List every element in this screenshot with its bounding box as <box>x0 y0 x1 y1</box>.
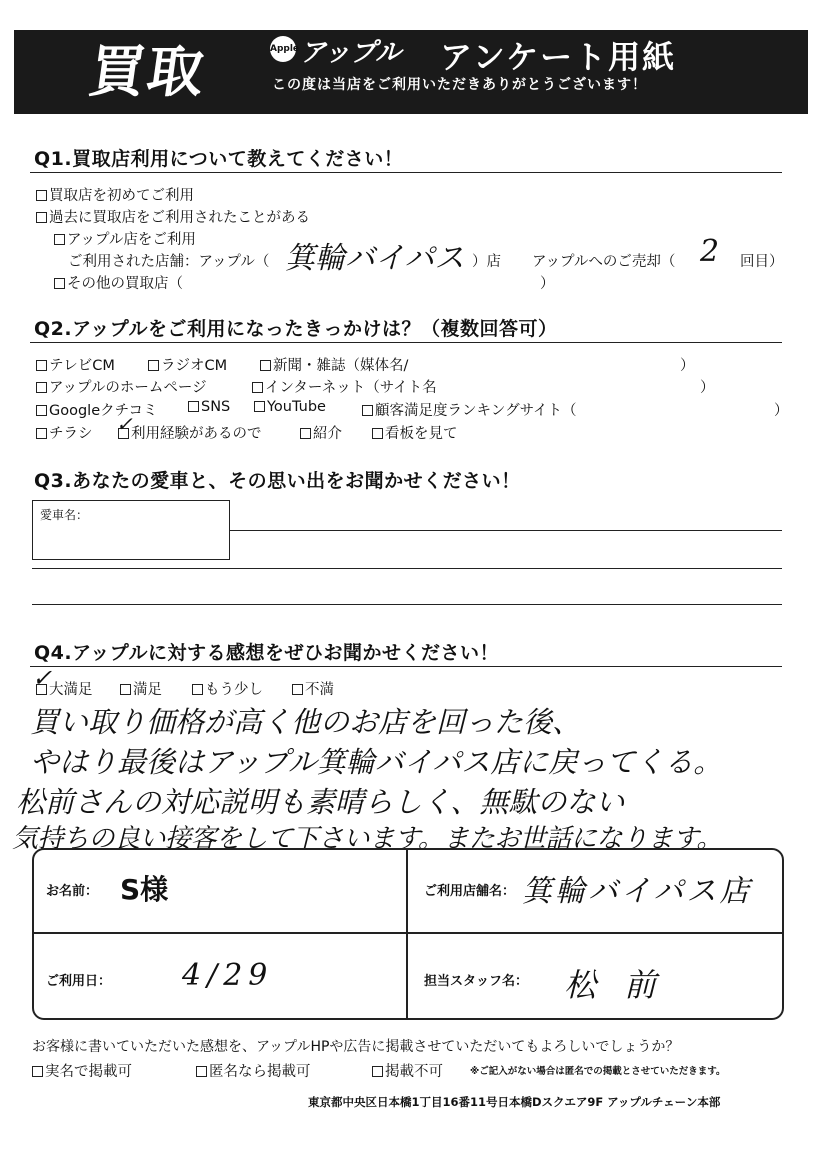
checkbox[interactable] <box>196 1066 207 1077</box>
consent-note: ※ご記入がない場合は匿名での掲載とさせていただきます。 <box>470 1066 726 1077</box>
brand-logo: アップル <box>300 38 402 68</box>
checkbox[interactable] <box>362 405 373 416</box>
q3-line-2 <box>32 568 782 569</box>
q1-store-used-suffix: ）店 <box>472 254 501 270</box>
checkbox[interactable] <box>188 401 199 412</box>
checkbox[interactable] <box>54 234 65 245</box>
q2-option-flyer[interactable]: チラシ <box>36 422 93 443</box>
q2-option-experience[interactable]: 利用経験があるので <box>118 422 262 443</box>
checkbox[interactable] <box>300 428 311 439</box>
checkbox[interactable] <box>260 360 271 371</box>
q1-option-apple[interactable]: アップル店をご利用 <box>54 228 196 249</box>
q2-option-ranking[interactable]: 顧客満足度ランキングサイト（ <box>362 399 577 420</box>
q1-store-used: ご利用された店舗：アップル（ <box>68 254 270 270</box>
consent-option-decline[interactable]: 掲載不可 <box>372 1060 443 1081</box>
q2-option-newspaper[interactable]: 新聞・雑誌（媒体名/ <box>260 354 408 375</box>
checkbox[interactable] <box>32 1066 43 1077</box>
store-name-value[interactable]: 箕輪バイパス店 <box>522 874 753 909</box>
q2-option-referral[interactable]: 紹介 <box>300 422 342 443</box>
q4-rating-unsatisfied[interactable]: 不満 <box>292 678 334 699</box>
name-value[interactable]: S様 <box>120 873 169 906</box>
q4-rating-not-quite[interactable]: もう少し <box>192 678 263 699</box>
name-label: お名前： <box>46 884 99 899</box>
checkbox[interactable] <box>54 278 65 289</box>
checkbox[interactable] <box>36 190 47 201</box>
comment-line-1[interactable]: 買い取り価格が高く他のお店を回った後、 <box>30 705 582 739</box>
q4-title: Q4.アップルに対する感想をぜひお聞かせください！ <box>34 642 500 664</box>
comment-line-4[interactable]: 気持ちの良い接客をして下さいます。またお世話になります。 <box>12 824 722 854</box>
consent-option-realname[interactable]: 実名で掲載可 <box>32 1060 132 1081</box>
checkbox[interactable] <box>36 382 47 393</box>
checkbox[interactable] <box>252 382 263 393</box>
checkbox[interactable] <box>36 212 47 223</box>
date-label: ご利用日： <box>46 974 112 989</box>
checkbox[interactable] <box>372 428 383 439</box>
consent-option-anonymous[interactable]: 匿名なら掲載可 <box>196 1060 311 1081</box>
q2-option-youtube[interactable]: YouTube <box>254 399 326 415</box>
q2-check-mark-icon: ✓ <box>116 412 133 436</box>
q1-option-past[interactable]: 過去に買取店をご利用されたことがある <box>36 206 310 227</box>
q1-sell-count-value[interactable]: 2 <box>700 234 720 269</box>
thanks-message: この度は当店をご利用いただきありがとうございます！ <box>272 77 647 93</box>
q4-divider <box>30 666 782 667</box>
q2-row1-close: ） <box>680 358 695 374</box>
q2-option-tvcm[interactable]: テレビCM <box>36 354 115 375</box>
consent-question: お客様に書いていただいた感想を、アップルHPや広告に掲載させていただいてもよろしいでしょうか？ <box>32 1039 680 1055</box>
q2-title: Q2.アップルをご利用になったきっかけは？（複数回答可） <box>34 318 558 340</box>
q2-option-google[interactable]: Googleクチコミ <box>36 399 158 420</box>
checkbox[interactable] <box>148 360 159 371</box>
staff-value[interactable]: 松前 <box>564 966 685 1004</box>
survey-title: アンケート用紙 <box>440 38 677 76</box>
q1-title: Q1.買取店利用について教えてください！ <box>34 148 404 170</box>
info-table-hline <box>32 932 784 934</box>
checkbox[interactable] <box>254 401 265 412</box>
q1-option-first[interactable]: 買取店を初めてご利用 <box>36 184 194 205</box>
q3-line-3 <box>32 604 782 605</box>
q2-option-signboard[interactable]: 看板を見て <box>372 422 458 443</box>
car-name-label: 愛車名： <box>40 508 89 522</box>
q2-option-sns[interactable]: SNS <box>188 399 230 415</box>
q4-rating-satisfied[interactable]: 満足 <box>120 678 162 699</box>
footer-address: 東京都中央区日本橋1丁目16番11号日本橋Dスクエア9F アップルチェーン本部 <box>308 1095 721 1109</box>
q2-divider <box>30 342 782 343</box>
checkbox[interactable] <box>292 684 303 695</box>
q1-sell-count-suffix: 回目） <box>740 254 784 270</box>
q1-sell-count-prefix: アップルへのご売却（ <box>532 254 676 270</box>
comment-line-2[interactable]: やはり最後はアップル箕輪バイパス店に戻ってくる。 <box>30 745 723 779</box>
q4-rating-very-satisfied[interactable]: 大満足 <box>36 678 93 699</box>
checkbox[interactable] <box>36 405 47 416</box>
date-value[interactable]: 4/29 <box>182 958 274 993</box>
q2-option-radiocm[interactable]: ラジオCM <box>148 354 227 375</box>
kaitori-title: 買取 <box>84 40 210 105</box>
q1-other-close: ） <box>540 276 555 292</box>
checkbox[interactable] <box>372 1066 383 1077</box>
q3-line-1 <box>230 530 782 531</box>
comment-line-3[interactable]: 松前さんの対応説明も素晴らしく、無駄のない <box>16 785 625 819</box>
q2-option-internet[interactable]: インターネット（サイト名 <box>252 376 437 397</box>
q1-divider <box>30 172 782 173</box>
checkbox[interactable] <box>36 428 47 439</box>
checkbox[interactable] <box>120 684 131 695</box>
q2-option-homepage[interactable]: アップルのホームページ <box>36 376 207 397</box>
info-table-vline <box>406 848 408 1020</box>
q3-title: Q3.あなたの愛車と、その思い出をお聞かせください！ <box>34 470 521 492</box>
checkbox[interactable] <box>36 360 47 371</box>
q4-check-mark-icon: ✓ <box>32 664 53 692</box>
q2-row3-close: ） <box>774 403 789 419</box>
q1-option-other[interactable]: その他の買取店（ <box>54 272 183 293</box>
apple-logo-icon: Apple <box>270 36 296 62</box>
q2-row2-close: ） <box>700 380 715 396</box>
store-name-label: ご利用店舗名： <box>424 884 516 899</box>
q1-store-used-value[interactable]: 箕輪バイパス <box>285 241 465 276</box>
staff-label: 担当スタッフ名： <box>424 974 529 989</box>
checkbox[interactable] <box>192 684 203 695</box>
